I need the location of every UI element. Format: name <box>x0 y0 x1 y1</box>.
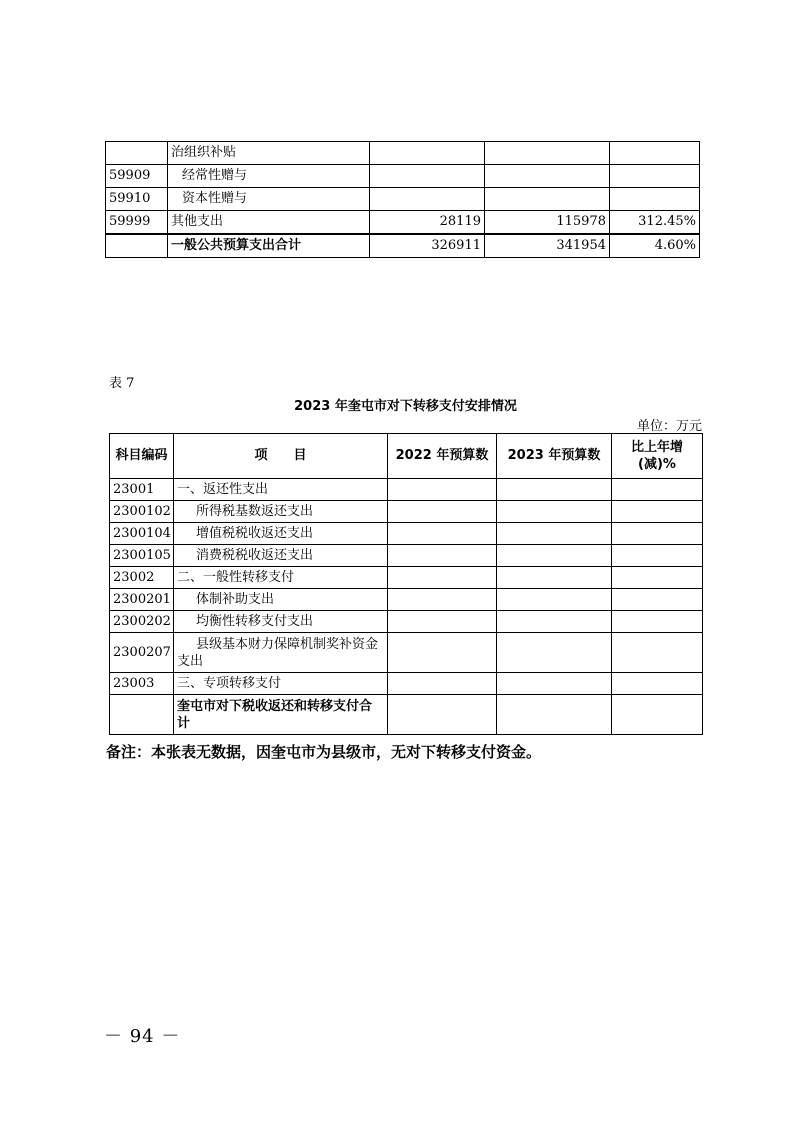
change-cell <box>612 479 703 501</box>
table-label: 表 7 <box>109 376 135 391</box>
code-cell: 2300207 <box>110 633 174 673</box>
unit-label: 单位：万元 <box>636 419 702 434</box>
header-2022: 2022 年预算数 <box>388 434 497 479</box>
change-cell: 312.45% <box>610 211 700 235</box>
header-change: 比上年增(减)% <box>612 434 703 479</box>
change-cell <box>612 523 703 545</box>
value-2022-cell <box>388 611 497 633</box>
table-row <box>110 673 703 695</box>
value-2022-cell: 28119 <box>370 211 485 235</box>
change-cell <box>612 567 703 589</box>
code-cell <box>106 142 168 165</box>
item-cell: 资本性赠与 <box>168 188 370 211</box>
item-cell: 县级基本财力保障机制奖补资金支出 <box>174 633 388 673</box>
code-cell: 23001 <box>110 479 174 501</box>
code-cell: 2300102 <box>110 501 174 523</box>
value-2022-cell <box>388 501 497 523</box>
change-cell <box>612 695 703 735</box>
item-cell: 一、返还性支出 <box>174 479 388 501</box>
header-row <box>110 434 703 479</box>
item-cell: 其他支出 <box>168 211 370 235</box>
value-2023-cell <box>485 142 610 165</box>
total-row <box>106 234 700 258</box>
table-row <box>110 589 703 611</box>
value-2022-cell <box>388 545 497 567</box>
value-2023-cell <box>497 673 612 695</box>
code-cell: 59999 <box>106 211 168 235</box>
value-2022-cell <box>388 479 497 501</box>
header-2023: 2023 年预算数 <box>497 434 612 479</box>
code-cell <box>106 234 168 258</box>
change-cell <box>610 188 700 211</box>
value-2022-cell <box>388 673 497 695</box>
table-row <box>110 611 703 633</box>
total-change: 4.60% <box>610 234 700 258</box>
code-cell: 59909 <box>106 165 168 188</box>
value-2022-cell <box>388 695 497 735</box>
item-cell: 均衡性转移支付支出 <box>174 611 388 633</box>
value-2023-cell <box>485 165 610 188</box>
table-title: 2023 年奎屯市对下转移支付安排情况 <box>294 399 517 414</box>
value-2023-cell: 115978 <box>485 211 610 235</box>
change-cell <box>612 611 703 633</box>
table-row <box>106 188 700 211</box>
value-2023-cell <box>497 545 612 567</box>
table-row <box>106 211 700 235</box>
code-cell: 59910 <box>106 188 168 211</box>
header-code: 科目编码 <box>110 434 174 479</box>
item-cell: 治组织补贴 <box>168 142 370 165</box>
expenditure-table <box>105 141 700 258</box>
change-cell <box>610 142 700 165</box>
item-cell: 三、专项转移支付 <box>174 673 388 695</box>
item-cell: 所得税基数返还支出 <box>174 501 388 523</box>
total-label: 奎屯市对下税收返还和转移支付合计 <box>174 695 388 735</box>
value-2023-cell <box>497 523 612 545</box>
value-2023-cell <box>497 611 612 633</box>
value-2023-cell <box>497 479 612 501</box>
table-row <box>106 165 700 188</box>
value-2022-cell <box>388 633 497 673</box>
value-2022-cell <box>370 165 485 188</box>
table-row <box>110 523 703 545</box>
value-2023-cell <box>497 695 612 735</box>
change-cell <box>612 673 703 695</box>
code-cell <box>110 695 174 735</box>
code-cell: 23003 <box>110 673 174 695</box>
value-2023-cell <box>497 501 612 523</box>
item-cell: 增值税税收返还支出 <box>174 523 388 545</box>
total-2022: 326911 <box>370 234 485 258</box>
item-cell: 经常性赠与 <box>168 165 370 188</box>
item-cell: 体制补助支出 <box>174 589 388 611</box>
total-row <box>110 695 703 735</box>
value-2023-cell <box>497 633 612 673</box>
code-cell: 2300202 <box>110 611 174 633</box>
item-cell: 消费税税收返还支出 <box>174 545 388 567</box>
page-number: － 94 － <box>104 1026 181 1047</box>
table-row <box>110 633 703 673</box>
value-2022-cell <box>388 567 497 589</box>
change-cell <box>612 545 703 567</box>
code-cell: 23002 <box>110 567 174 589</box>
change-cell <box>612 633 703 673</box>
total-label: 一般公共预算支出合计 <box>168 234 370 258</box>
value-2023-cell <box>497 567 612 589</box>
code-cell: 2300201 <box>110 589 174 611</box>
table-row <box>110 479 703 501</box>
change-cell <box>612 501 703 523</box>
remark-note: 备注：本张表无数据，因奎屯市为县级市，无对下转移支付资金。 <box>106 743 542 761</box>
total-2023: 341954 <box>485 234 610 258</box>
change-cell <box>612 589 703 611</box>
value-2023-cell <box>485 188 610 211</box>
code-cell: 2300104 <box>110 523 174 545</box>
value-2022-cell <box>388 523 497 545</box>
value-2022-cell <box>370 188 485 211</box>
table-row <box>110 545 703 567</box>
change-cell <box>610 165 700 188</box>
transfer-payment-table <box>109 433 703 735</box>
value-2022-cell <box>388 589 497 611</box>
table-row <box>110 567 703 589</box>
value-2023-cell <box>497 589 612 611</box>
item-cell: 二、一般性转移支付 <box>174 567 388 589</box>
table-row <box>106 142 700 165</box>
value-2022-cell <box>370 142 485 165</box>
code-cell: 2300105 <box>110 545 174 567</box>
table-row <box>110 501 703 523</box>
header-item: 项 目 <box>174 434 388 479</box>
